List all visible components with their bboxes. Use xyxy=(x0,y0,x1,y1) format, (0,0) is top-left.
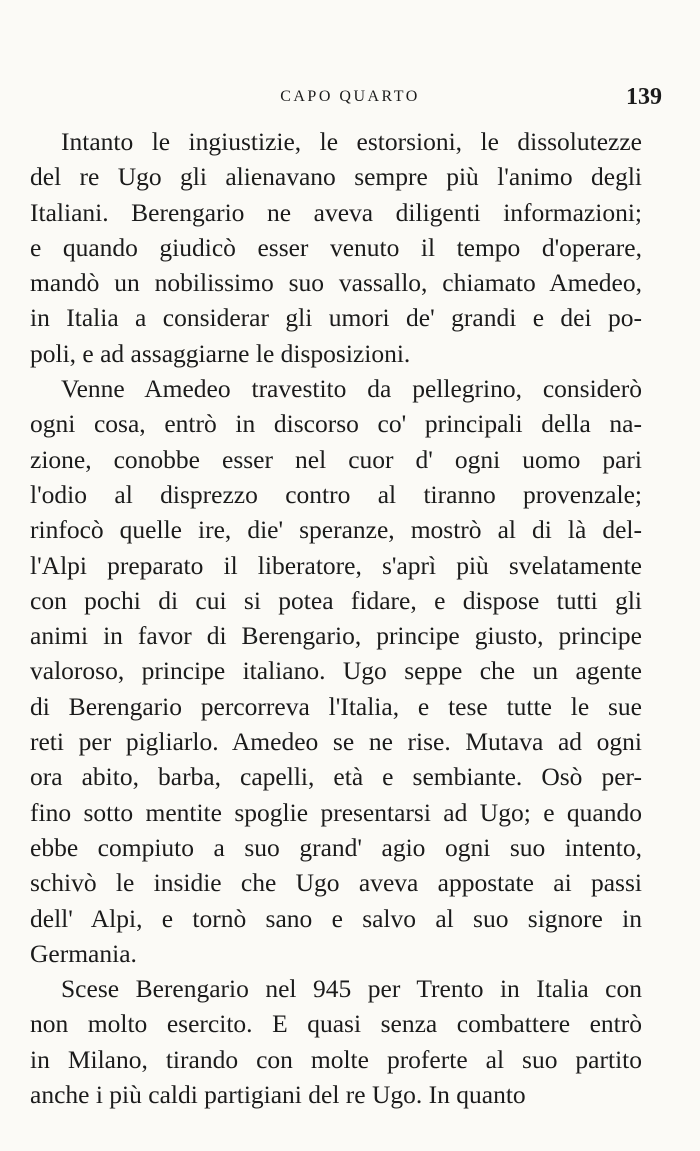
body-text xyxy=(30,124,642,1112)
text-line: reti per pigliarlo. Amedeo se ne rise. Mutava ad ogni xyxy=(30,727,642,757)
text-line: di Berengario percorreva l'Italia, e tese tutte le sue xyxy=(30,691,642,721)
text-line: non molto esercito. E quasi senza combattere entrò xyxy=(30,1009,642,1039)
running-head xyxy=(30,84,670,118)
text-line: Venne Amedeo travestito da pellegrino, considerò xyxy=(61,374,642,404)
running-title: CAPO QUARTO xyxy=(280,88,420,105)
text-line: Germania. xyxy=(30,938,137,968)
text-line: l'Alpi preparato il liberatore, s'aprì più svelatamente xyxy=(30,550,642,580)
text-line: ora abito, barba, capelli, età e sembiante. Osò per- xyxy=(30,762,642,792)
text-line: e quando giudicò esser venuto il tempo d'operare, xyxy=(30,232,642,262)
text-line: anche i più caldi partigiani del re Ugo. In quanto xyxy=(30,1080,526,1110)
text-line: del re Ugo gli alienavano sempre più l'animo degli xyxy=(30,162,642,192)
text-line: valoroso, principe italiano. Ugo seppe che un agente xyxy=(30,656,642,686)
text-line: in Italia a considerar gli umori de' grandi e dei po- xyxy=(30,303,642,333)
text-line: zione, conobbe esser nel cuor d' ogni uomo pari xyxy=(30,444,642,474)
paragraph xyxy=(30,971,642,1112)
paragraph xyxy=(30,371,642,971)
text-line: schivò le insidie che Ugo aveva appostate ai passi xyxy=(30,868,642,898)
text-line: fino sotto mentite spoglie presentarsi ad Ugo; e quando xyxy=(30,797,642,827)
text-line: ebbe compiuto a suo grand' agio ogni suo intento, xyxy=(30,832,642,862)
text-line: animi in favor di Berengario, principe giusto, principe xyxy=(30,621,642,651)
text-line: mandò un nobilissimo suo vassallo, chiamato Amedeo, xyxy=(30,268,642,298)
text-line: con pochi di cui si potea fidare, e dispose tutti gli xyxy=(30,585,642,615)
paragraph xyxy=(30,124,642,371)
text-line: rinfocò quelle ire, die' speranze, mostrò al di là del- xyxy=(30,515,642,545)
page-number: 139 xyxy=(626,84,662,110)
text-line: dell' Alpi, e tornò sano e salvo al suo signore in xyxy=(30,903,642,933)
text-line: Italiani. Berengario ne aveva diligenti informazioni; xyxy=(30,197,642,227)
text-line: in Milano, tirando con molte proferte al suo partito xyxy=(30,1044,642,1074)
text-line: ogni cosa, entrò in discorso co' principali della na- xyxy=(30,409,642,439)
text-line: Scese Berengario nel 945 per Trento in Italia con xyxy=(61,974,642,1004)
text-line: l'odio al disprezzo contro al tiranno provenzale; xyxy=(30,479,642,509)
text-line: Intanto le ingiustizie, le estorsioni, le dissolutezze xyxy=(61,127,642,156)
text-line: poli, e ad assaggiarne le disposizioni. xyxy=(30,338,411,368)
